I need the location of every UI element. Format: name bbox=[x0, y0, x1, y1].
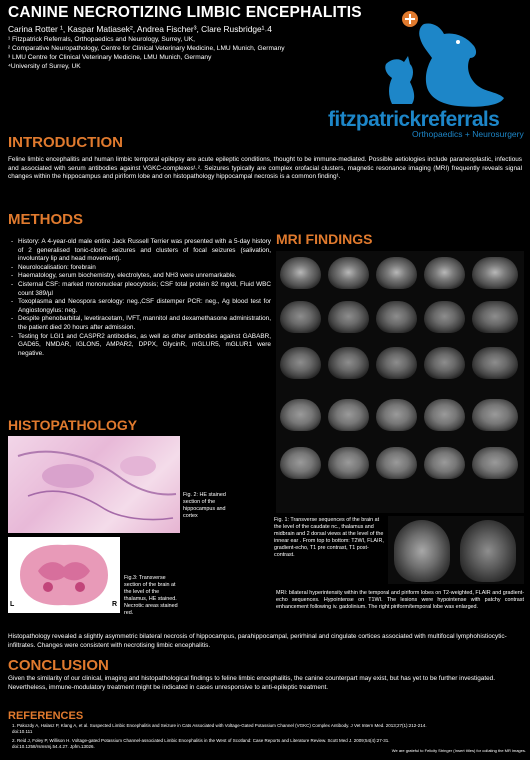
author-list: Carina Rotter ¹, Kaspar Matiasek², Andrea Fischer³, Clare Rusbridge¹˒4 bbox=[8, 24, 272, 34]
fitzpatrick-logo bbox=[328, 6, 524, 139]
mri-dorsal-views bbox=[388, 516, 524, 584]
mri-findings-text: MRI: bilateral hyperintensity within the temporal and piriform lobes on T2-weighted, FLAIR and gradient-echo sequences. Hypointense on T1WI. The lesions were hypointense with patchy contrast enhancement following iv. gadolinium. The right piriform/temporal lobe was enlarged. bbox=[276, 590, 524, 610]
methods-item: - Haematology, serum biochemistry, electrolytes, and NH3 were unremarkable. bbox=[18, 272, 271, 281]
reference-2: 2. Reid J, Foley P, Willison H. Voltage-gated Potassium Channel-associated Limbic Encephalitis in the West of Scotland: Case Reports and Literature Review. Scott Med J. 2009;54(4):27-31. doi:10.1258/rsmsmj.54.4.27. Jpfm.13026. bbox=[12, 738, 390, 750]
methods-item: - History: A 4-year-old male entire Jack Russell Terrier was presented with a 5-day history of 2 generalised tonic-clonic seizures and clusters of focal seizures (salivation, involuntary lip and head movement). bbox=[18, 238, 271, 264]
methods-list bbox=[10, 238, 271, 358]
logo-tagline: Orthopaedics + Neurosurgery bbox=[412, 129, 524, 139]
reference-1: 1. Pakozdy A, Halasz P, Klang A, et al. Suspected Limbic Encephalitis and Seizure in Cats Associated with Voltage-Gated Potassium Channel (VGKC) Complex Antibody. J Vet Intern Med. 2013;27(1):212-214. doi:10.111 bbox=[12, 723, 427, 735]
logo-wordmark: fitzpatrickreferrals bbox=[328, 108, 500, 131]
dog-cat-silhouette-icon bbox=[328, 6, 524, 110]
mri-image-grid bbox=[276, 251, 524, 513]
methods-item: - Despite phenobarbital, levetiracetam, IVFT, mannitol and dexamethasone administration, the patient died 20 hours after admission. bbox=[18, 315, 271, 332]
conclusion-heading: CONCLUSION bbox=[8, 657, 109, 674]
histopathology-heading: HISTOPATHOLOGY bbox=[8, 417, 138, 433]
methods-item: - Testing for LGI1 and CASPR2 antibodies, as well as other antibodies against GABABR, GAD65, NMDAR, IGLON5, AMPAR2, DPPX, GlycinR, mGLUR5, mGLUR1 were negative. bbox=[18, 333, 271, 359]
he-brain-section-image bbox=[8, 537, 120, 613]
affiliation-2: ² Comparative Neuropathology, Centre for Clinical Veterinary Medicine, LMU Munich, Germany bbox=[8, 45, 285, 52]
fig3-caption: Fig.3: Transverse section of the brain at the level of the thalamus, HE stained. Necrotic areas stained red. bbox=[124, 575, 178, 616]
introduction-heading: INTRODUCTION bbox=[8, 134, 123, 151]
methods-item: - Cisternal CSF: marked mononuclear pleocytosis; CSF total protein 82 mg/dl, Fluid WBC count 389/µl bbox=[18, 281, 271, 298]
affiliation-3: ³ LMU Centre for Clinical Veterinary Medicine, LMU Munich, Germany bbox=[8, 54, 212, 61]
methods-item: - Toxoplasma and Neospora serology: neg.,CSF distemper PCR: neg., Ag blood test for Angiostongylus: neg. bbox=[18, 298, 271, 315]
methods-item: - Neurolocalisation: forebrain bbox=[18, 264, 271, 273]
histopathology-text: Histopathology revealed a slightly asymmetric bilateral necrosis of hippocampus, parahippocampal, perirhinal and cingulate cortices associated with multifocal lymphohistiocytic-infiltrates. Changes were consistent with necrotising limbic encephalitis. bbox=[8, 633, 507, 649]
acknowledgement: We are grateful to Felicity Stringer (Insert titles) for collating the MR images. bbox=[391, 748, 526, 753]
conclusion-text: Given the similarity of our clinical, imaging and histopathological findings to feline limbic encephalitis, the canine counterpart may exist, but has yet to be further investigated. Nevertheless, immune-modulatory treatment might be indicated in cases unresponsive to anti-epileptic treatment. bbox=[8, 675, 496, 691]
fig2-caption: Fig. 2: HE stained section of the hippocampus and cortex bbox=[183, 492, 226, 519]
introduction-text: Feline limbic encephalitis and human limbic temporal epilepsy are acute epileptic conditions, thought to be immune-mediated. Possible aetiologies include paraneoplastic, infectious and associated with serum antibodies against VGKC-complexes¹˒². Seizures typically are complex orofacial clusters, magnetic resonance imaging (MRI) frequently reveals signal changes within the hippocampus and piriform lobe and on histopathology hippocampal necrosis is a common finding¹. bbox=[8, 156, 522, 181]
affiliation-1: ¹ Fitzpatrick Referrals, Orthopaedics and Neurology, Surrey, UK, bbox=[8, 36, 196, 43]
he-hippocampus-image bbox=[8, 436, 180, 533]
fig1-caption: Fig. 1: Transverse sequences of the brain at the level of the caudate nc., thalamus and midbrain and 2 dorsal views at the level of the innear ear . From top to bottom: T2WI, FLAIR, gradient-echo, T1 pre contrast, T1 post-contrast. bbox=[274, 517, 384, 558]
references-heading: REFERENCES bbox=[8, 710, 84, 722]
poster-title: CANINE NECROTIZING LIMBIC ENCEPHALITIS bbox=[8, 4, 362, 21]
fig3-right-label: R bbox=[112, 601, 118, 608]
methods-heading: METHODS bbox=[8, 211, 83, 228]
fig3-left-label: L bbox=[10, 601, 15, 608]
affiliation-4: ⁴University of Surrey, UK bbox=[8, 63, 81, 70]
mri-heading: MRI FINDINGS bbox=[276, 231, 373, 247]
